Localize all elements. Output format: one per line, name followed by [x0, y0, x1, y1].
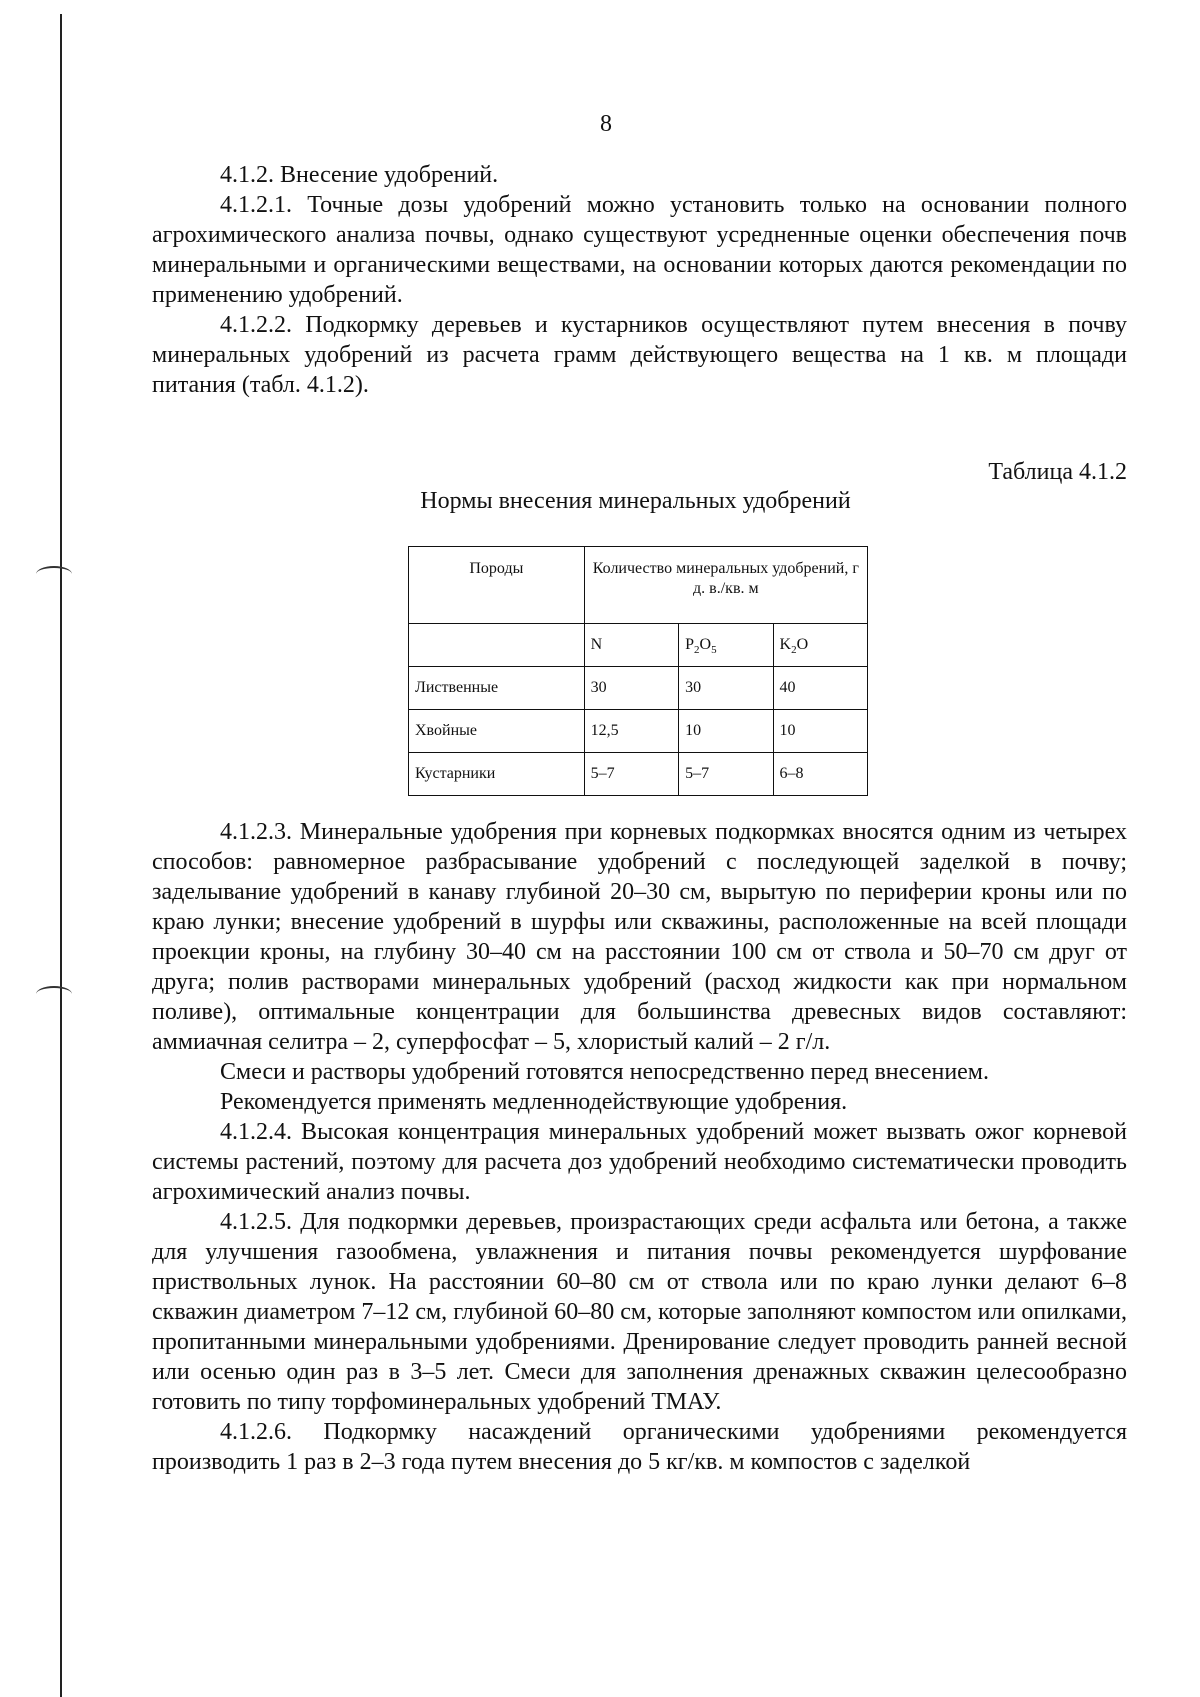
cell-species: Лиственные	[409, 667, 585, 710]
header-n: N	[584, 624, 678, 667]
section-heading: 4.1.2. Внесение удобрений.	[220, 162, 499, 188]
cell-species: Хвойные	[409, 710, 585, 753]
header-p2o5	[679, 624, 773, 667]
section-upper	[152, 160, 1127, 400]
table-row	[409, 710, 868, 753]
paragraph-recommend: Рекомендуется применять медленнодействующие удобрения.	[220, 1089, 848, 1115]
paragraph-4-1-2-2: 4.1.2.2. Подкормку деревьев и кустарников осуществляют путем внесения в почву минеральных удобрений из расчета грамм действующего вещества на 1 кв. м площади питания (табл. 4.1.2).	[152, 312, 1127, 398]
paragraph-4-1-2-6: 4.1.2.6. Подкормку насаждений органическими удобрениями рекомендуется производить 1 раз в 2–3 года путем внесения до 5 кг/кв. м компостов с заделкой	[152, 1419, 1127, 1475]
punch-hole-mark	[36, 986, 72, 1002]
paragraph-4-1-2-5: 4.1.2.5. Для подкормки деревьев, произрастающих среди асфальта или бетона, а также для улучшения газообмена, увлажнения и питания почвы рекомендуется шурфование приствольных лунок. На расстоянии 60–80 см от ствола или по краю лунки делают 6–8 скважин диаметром 7–12 см, глубиной 60–80 см, которые заполняют компостом или опилками, пропитанными минеральными удобрениями. Дренирование следует проводить ранней весной или осенью один раз в 3–5 лет. Смеси для заполнения дренажных скважин целесообразно готовить по типу торфоминеральных удобрений ТМАУ.	[152, 1209, 1127, 1415]
p-base: P	[685, 636, 695, 653]
cell-n: 30	[584, 667, 678, 710]
table-header-row	[409, 547, 868, 624]
fertilizer-norms-table	[408, 546, 868, 796]
section-lower	[152, 817, 1127, 1477]
header-quantity: Количество минеральных удобрений, г д. в./кв. м	[584, 547, 867, 624]
header-k2o	[773, 624, 867, 667]
page-number: 8	[600, 111, 612, 137]
binding-line	[60, 14, 62, 1697]
cell-k2o: 6–8	[773, 753, 867, 796]
table-subheader-row	[409, 624, 868, 667]
p-mid: O	[699, 636, 712, 653]
k-end: O	[796, 636, 809, 653]
paragraph-4-1-2-1: 4.1.2.1. Точные дозы удобрений можно установить только на основании полного агрохимического анализа почвы, однако существуют усредненные оценки обеспечения почв минеральными и органическими веществами, на основании которых даются рекомендации по применению удобрений.	[152, 192, 1127, 308]
k-sub: 2	[791, 644, 797, 657]
cell-k2o: 10	[773, 710, 867, 753]
header-empty-cell	[409, 624, 585, 667]
header-species: Породы	[409, 547, 585, 624]
paragraph-mixes: Смеси и растворы удобрений готовятся непосредственно перед внесением.	[220, 1059, 989, 1085]
table-label: Таблица 4.1.2	[988, 459, 1127, 485]
cell-p2o5: 10	[679, 710, 773, 753]
punch-hole-mark	[36, 566, 72, 582]
cell-k2o: 40	[773, 667, 867, 710]
cell-p2o5: 30	[679, 667, 773, 710]
p-sub-2: 5	[711, 644, 717, 657]
table-row	[409, 753, 868, 796]
paragraph-4-1-2-4: 4.1.2.4. Высокая концентрация минеральных удобрений может вызвать ожог корневой системы растений, поэтому для расчета доз удобрений необходимо систематически проводить агрохимический анализ почвы.	[152, 1119, 1127, 1205]
p-sub-1: 2	[694, 644, 700, 657]
cell-species: Кустарники	[409, 753, 585, 796]
cell-n: 5–7	[584, 753, 678, 796]
k-base: K	[779, 636, 792, 653]
paragraph-4-1-2-3: 4.1.2.3. Минеральные удобрения при корневых подкормках вносятся одним из четырех способов: равномерное разбрасывание удобрений с последующей заделкой в почву; заделывание удобрений в канаву глубиной 20–30 см, вырытую по периферии кроны или по краю лунки; внесение удобрений в шурфы или скважины, расположенные на всей площади проекции кроны, на глубину 30–40 см на расстоянии 100 см от ствола и 50–70 см друг от друга; полив растворами минеральных удобрений (расход жидкости как при нормальном поливе), оптимальные концентрации для большинства древесных видов составляют: аммиачная селитра – 2, суперфосфат – 5, хлористый калий – 2 г/л.	[152, 819, 1127, 1055]
cell-p2o5: 5–7	[679, 753, 773, 796]
cell-n: 12,5	[584, 710, 678, 753]
table-title: Нормы внесения минеральных удобрений	[420, 488, 851, 514]
table-row	[409, 667, 868, 710]
